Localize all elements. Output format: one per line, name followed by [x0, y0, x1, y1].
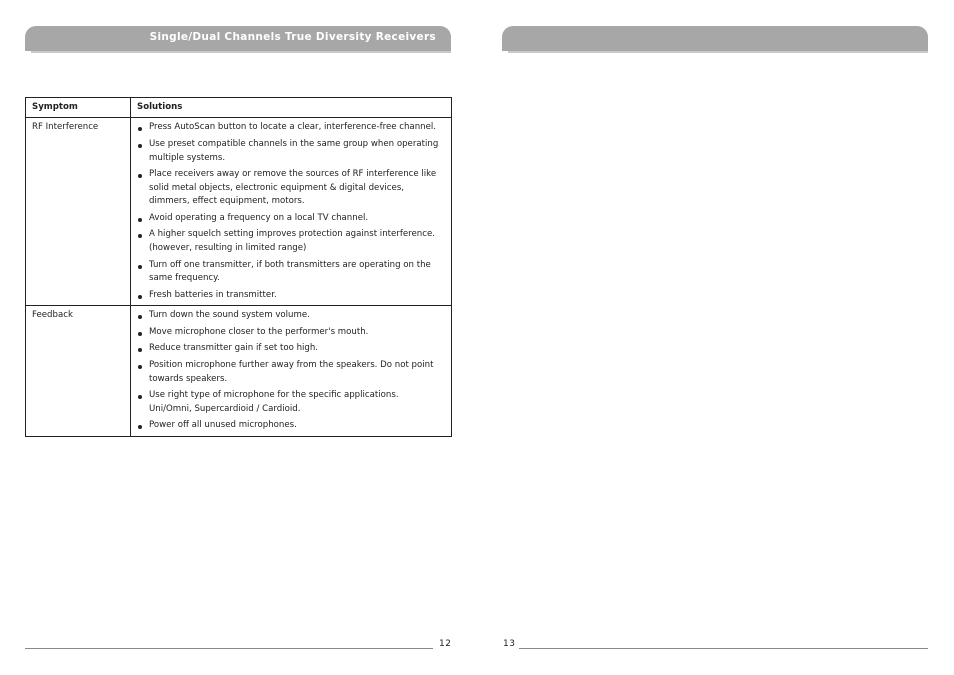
bullet-icon — [138, 174, 142, 178]
list-item — [136, 289, 441, 302]
solution-text: A higher squelch setting improves protection against interference. (however, resulting in limited range) — [149, 229, 435, 253]
solutions-list — [136, 121, 441, 302]
list-item — [136, 326, 441, 339]
bullet-icon — [138, 295, 142, 299]
list-item — [136, 259, 441, 286]
solution-text: Reduce transmitter gain if set too high. — [149, 343, 319, 354]
list-item — [136, 419, 441, 432]
bullet-icon — [138, 218, 142, 222]
list-item — [136, 342, 441, 355]
left-page-header — [25, 26, 451, 51]
right-page-header — [502, 26, 928, 51]
left-page-number: 12 — [439, 639, 452, 649]
solution-text: Turn off one transmitter, if both transmitters are operating on the same frequency. — [149, 259, 431, 283]
table-row — [26, 118, 452, 306]
symptom-cell: Feedback — [26, 306, 131, 437]
solutions-cell — [131, 118, 452, 306]
symptom-cell: RF Interference — [26, 118, 131, 306]
solution-text: Press AutoScan button to locate a clear, interference-free channel. — [149, 122, 436, 133]
bullet-icon — [138, 315, 142, 319]
solution-text: Use right type of microphone for the specific applications. Uni/Omni, Supercardioid / Cardioid. — [149, 390, 399, 414]
solutions-column-header: Solutions — [131, 98, 452, 118]
bullet-icon — [138, 265, 142, 269]
list-item — [136, 228, 441, 255]
bullet-icon — [138, 144, 142, 148]
solutions-cell — [131, 306, 452, 437]
solution-text: Use preset compatible channels in the same group when operating multiple systems. — [149, 139, 439, 163]
table-row — [26, 306, 452, 437]
solution-text: Place receivers away or remove the sources of RF interference like solid metal objects, electronic equipment & digital devices, dimmers, effect equipment, motors. — [149, 169, 437, 207]
left-footer-rule — [25, 648, 433, 649]
list-item — [136, 138, 441, 165]
symptom-column-header: Symptom — [26, 98, 131, 118]
list-item — [136, 212, 441, 225]
solution-text: Move microphone closer to the performer's mouth. — [149, 326, 369, 337]
solutions-list — [136, 309, 441, 433]
list-item — [136, 359, 441, 386]
list-item — [136, 389, 441, 416]
bullet-icon — [138, 234, 142, 238]
bullet-icon — [138, 332, 142, 336]
list-item — [136, 121, 441, 134]
solution-text: Avoid operating a frequency on a local TV channel. — [149, 212, 369, 223]
solution-text: Position microphone further away from the speakers. Do not point towards speakers. — [149, 360, 434, 384]
bullet-icon — [138, 365, 142, 369]
left-header-title: Single/Dual Channels True Diversity Receivers — [149, 31, 436, 43]
solution-text: Power off all unused microphones. — [149, 420, 297, 431]
right-page-number: 13 — [503, 639, 516, 649]
bullet-icon — [138, 395, 142, 399]
right-footer-rule — [519, 648, 928, 649]
solution-text: Turn down the sound system volume. — [149, 310, 310, 321]
bullet-icon — [138, 348, 142, 352]
troubleshooting-table — [25, 97, 452, 437]
list-item — [136, 309, 441, 322]
bullet-icon — [138, 127, 142, 131]
bullet-icon — [138, 425, 142, 429]
table-header-row — [26, 98, 452, 118]
list-item — [136, 168, 441, 208]
solution-text: Fresh batteries in transmitter. — [149, 289, 277, 300]
